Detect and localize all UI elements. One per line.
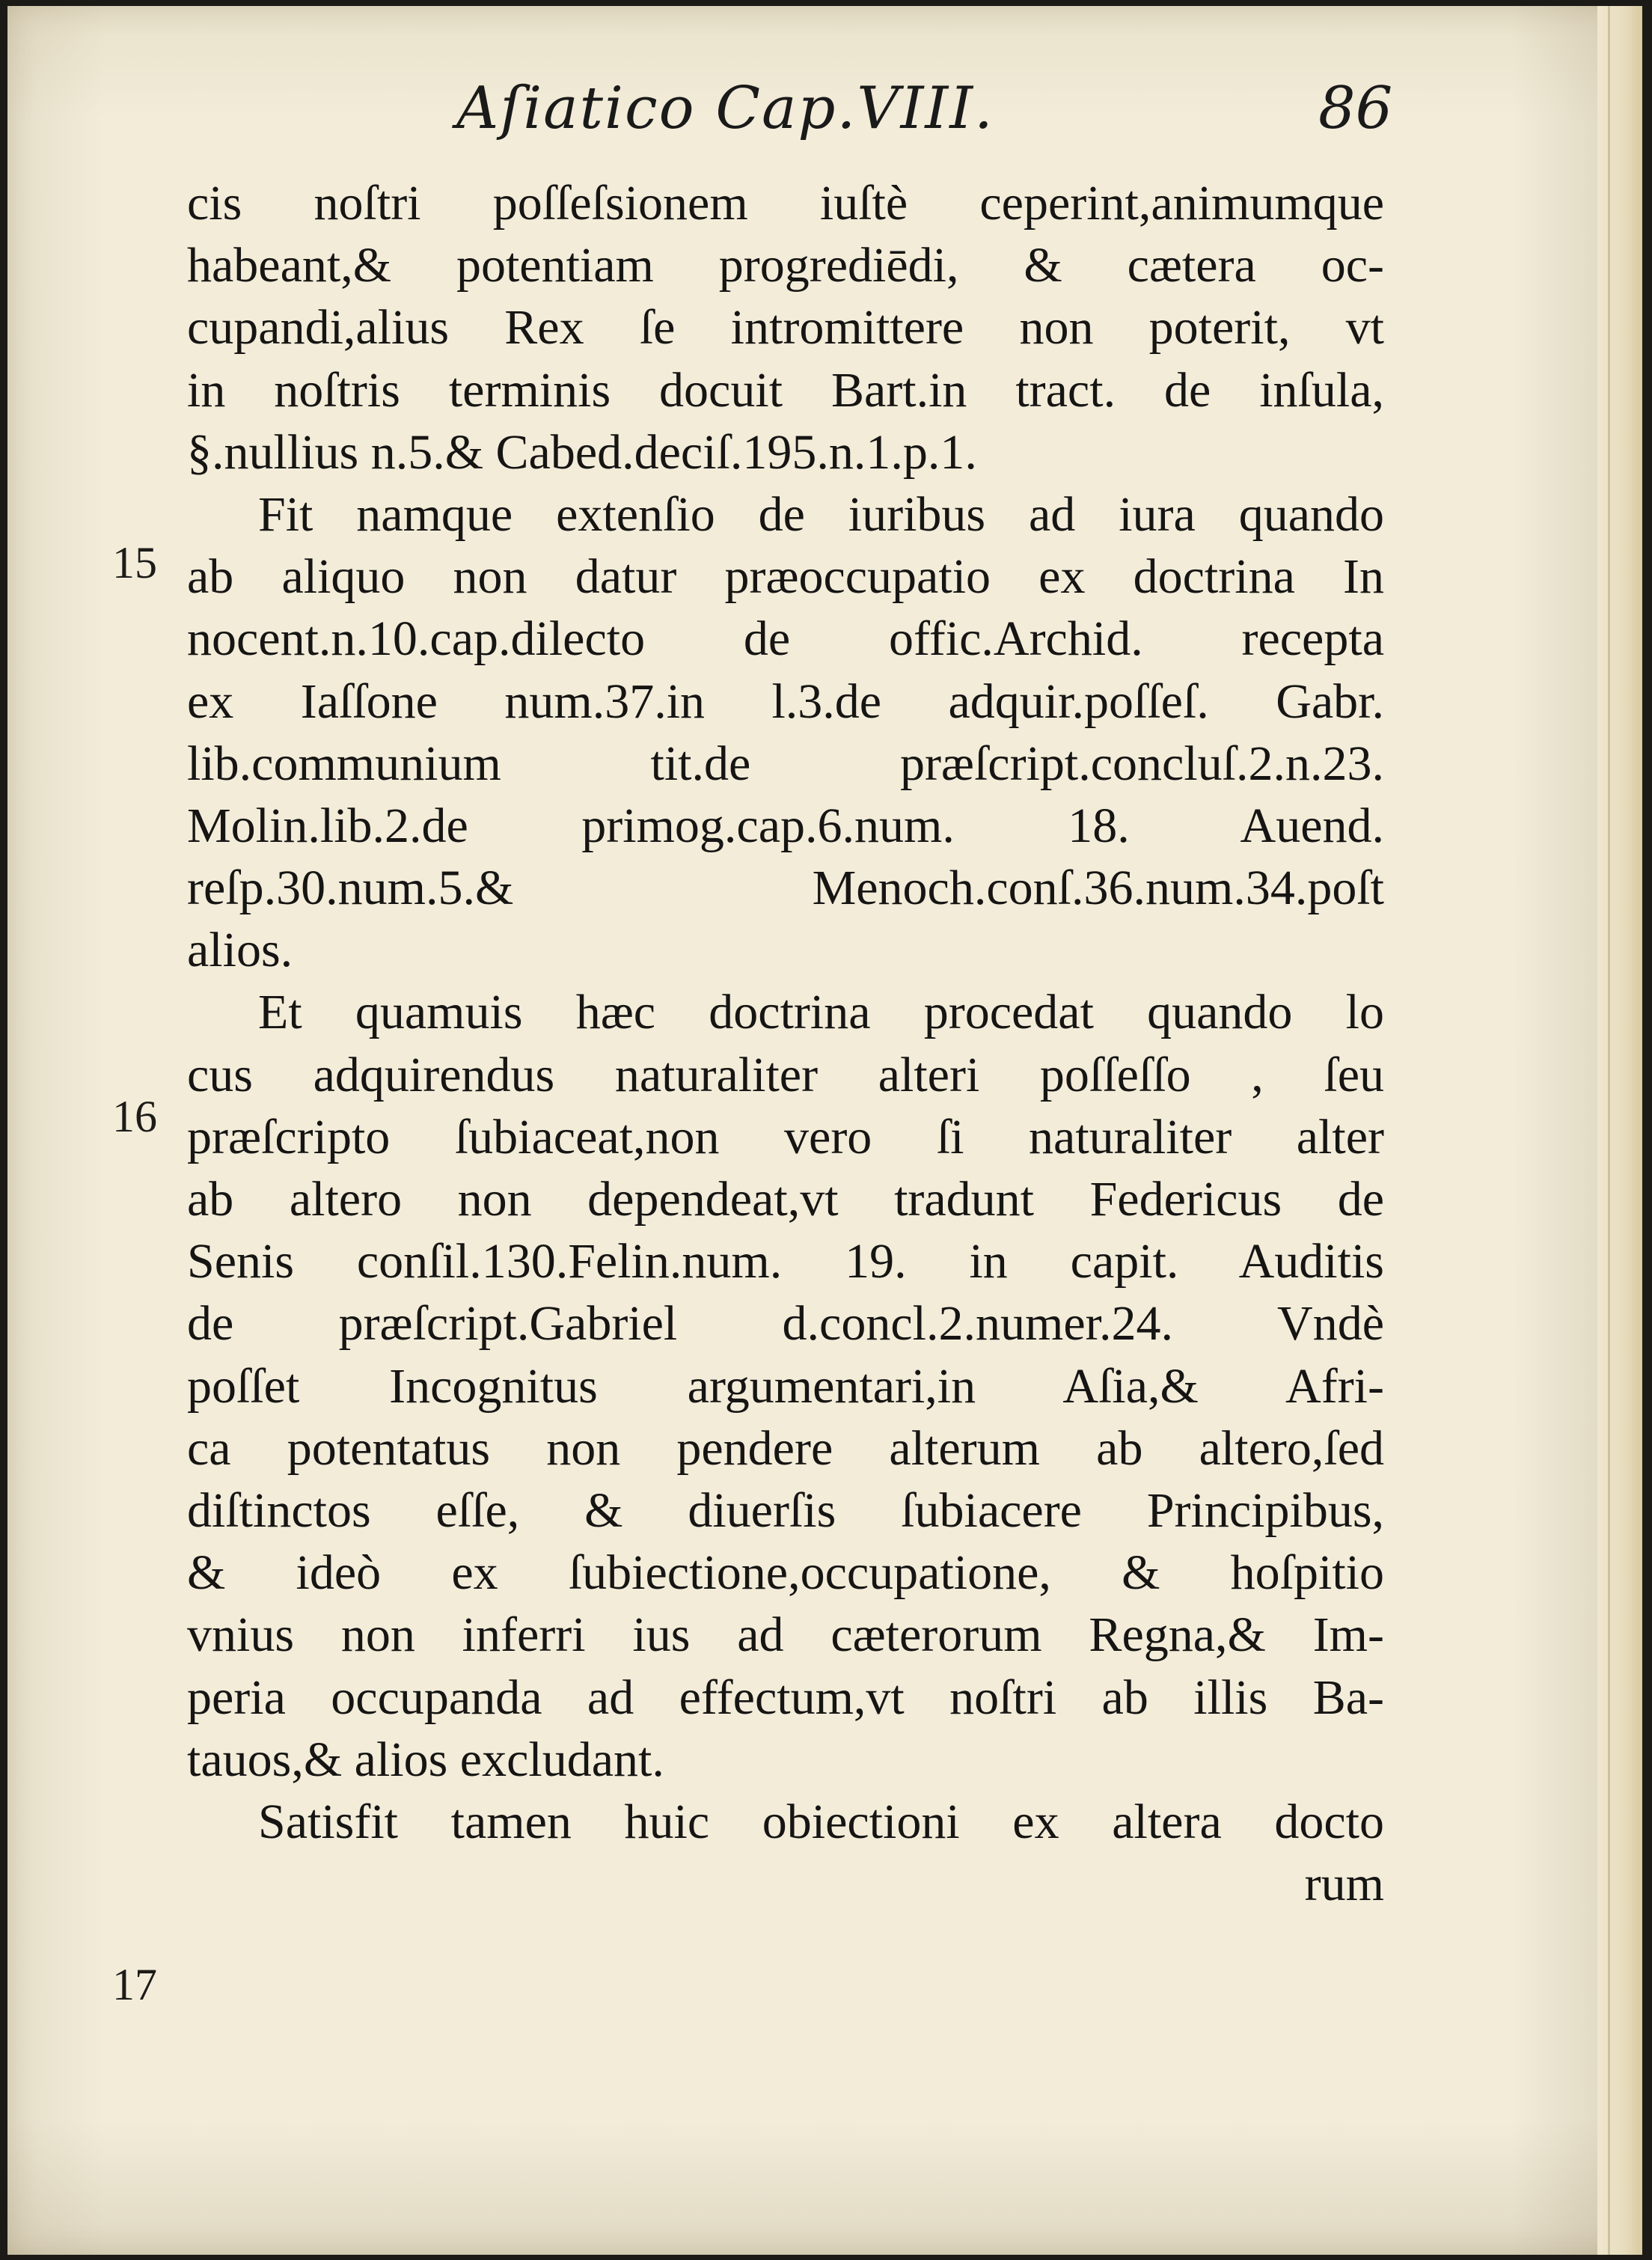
- text-line: Molin.lib.2.de primog.cap.6.num. 18. Auend.: [187, 798, 1384, 853]
- text-line: tauos,& alios excludant.: [187, 1732, 664, 1787]
- text-line: Fit namque extenſio de iuribus ad iura quando: [258, 486, 1384, 542]
- text-line: cus adquirendus naturaliter alteri poſſeſſo , ſeu: [187, 1047, 1384, 1102]
- text-line: habeant,& potentiam progrediēdi, & cætera oc-: [187, 238, 1384, 293]
- page-number: 86: [1318, 75, 1393, 142]
- text-line: alios.: [187, 923, 293, 978]
- body-text: [187, 172, 1384, 1915]
- text-line: lib.communium tit.de præſcript.concluſ.2.n.23.: [187, 736, 1384, 791]
- running-head: Aſiatico Cap.VIII.: [456, 75, 994, 142]
- text-line: peria occupanda ad effectum,vt noſtri ab illis Ba-: [187, 1670, 1384, 1725]
- catchword: rum: [1304, 1857, 1384, 1912]
- text-line: ab aliquo non datur præoccupatio ex doctrina In: [187, 549, 1384, 605]
- text-line: & ideò ex ſubiectione,occupatione, & hoſpitio: [187, 1545, 1384, 1601]
- text-line: ca potentatus non pendere alterum ab altero,ſed: [187, 1420, 1384, 1476]
- text-line: diſtinctos eſſe, & diuerſis ſubiacere Principibus,: [187, 1482, 1384, 1538]
- text-line: cupandi,alius Rex ſe intromittere non poterit, vt: [187, 300, 1384, 355]
- text-line: de præſcript.Gabriel d.concl.2.numer.24. Vndè: [187, 1296, 1384, 1352]
- page-edge: [1597, 6, 1642, 2255]
- page-header: [7, 75, 1642, 150]
- text-line: §.nullius n.5.& Cabed.deciſ.195.n.1.p.1.: [187, 424, 977, 480]
- text-line: ex Iaſſone num.37.in l.3.de adquir.poſſeſ. Gabr.: [187, 674, 1384, 729]
- text-line: Senis conſil.130.Felin.num. 19. in capit. Auditis: [187, 1234, 1384, 1289]
- text-line: præſcripto ſubiaceat,non vero ſi naturaliter alter: [187, 1109, 1384, 1164]
- text-line: ab altero non dependeat,vt tradunt Federicus de: [187, 1172, 1384, 1227]
- text-line: reſp.30.num.5.& Menoch.conſ.36.num.34.poſt: [187, 861, 1384, 916]
- margin-number-15: 15: [112, 538, 157, 587]
- text-line: nocent.n.10.cap.dilecto de offic.Archid. recepta: [187, 611, 1384, 667]
- margin-number-17: 17: [112, 1960, 157, 2009]
- book-page: [7, 6, 1642, 2255]
- margin-number-16: 16: [112, 1092, 157, 1141]
- text-line: poſſet Incognitus argumentari,in Aſia,& Afri-: [187, 1358, 1384, 1414]
- text-line: in noſtris terminis docuit Bart.in tract. de inſula,: [187, 362, 1384, 418]
- text-line: vnius non inferri ius ad cæterorum Regna,& Im-: [187, 1607, 1384, 1663]
- text-line: Et quamuis hæc doctrina procedat quando lo: [258, 985, 1384, 1040]
- text-line: cis noſtri poſſeſsionem iuſtè ceperint,animumque: [187, 176, 1384, 230]
- text-line: Satisfit tamen huic obiectioni ex altera docto: [258, 1794, 1384, 1849]
